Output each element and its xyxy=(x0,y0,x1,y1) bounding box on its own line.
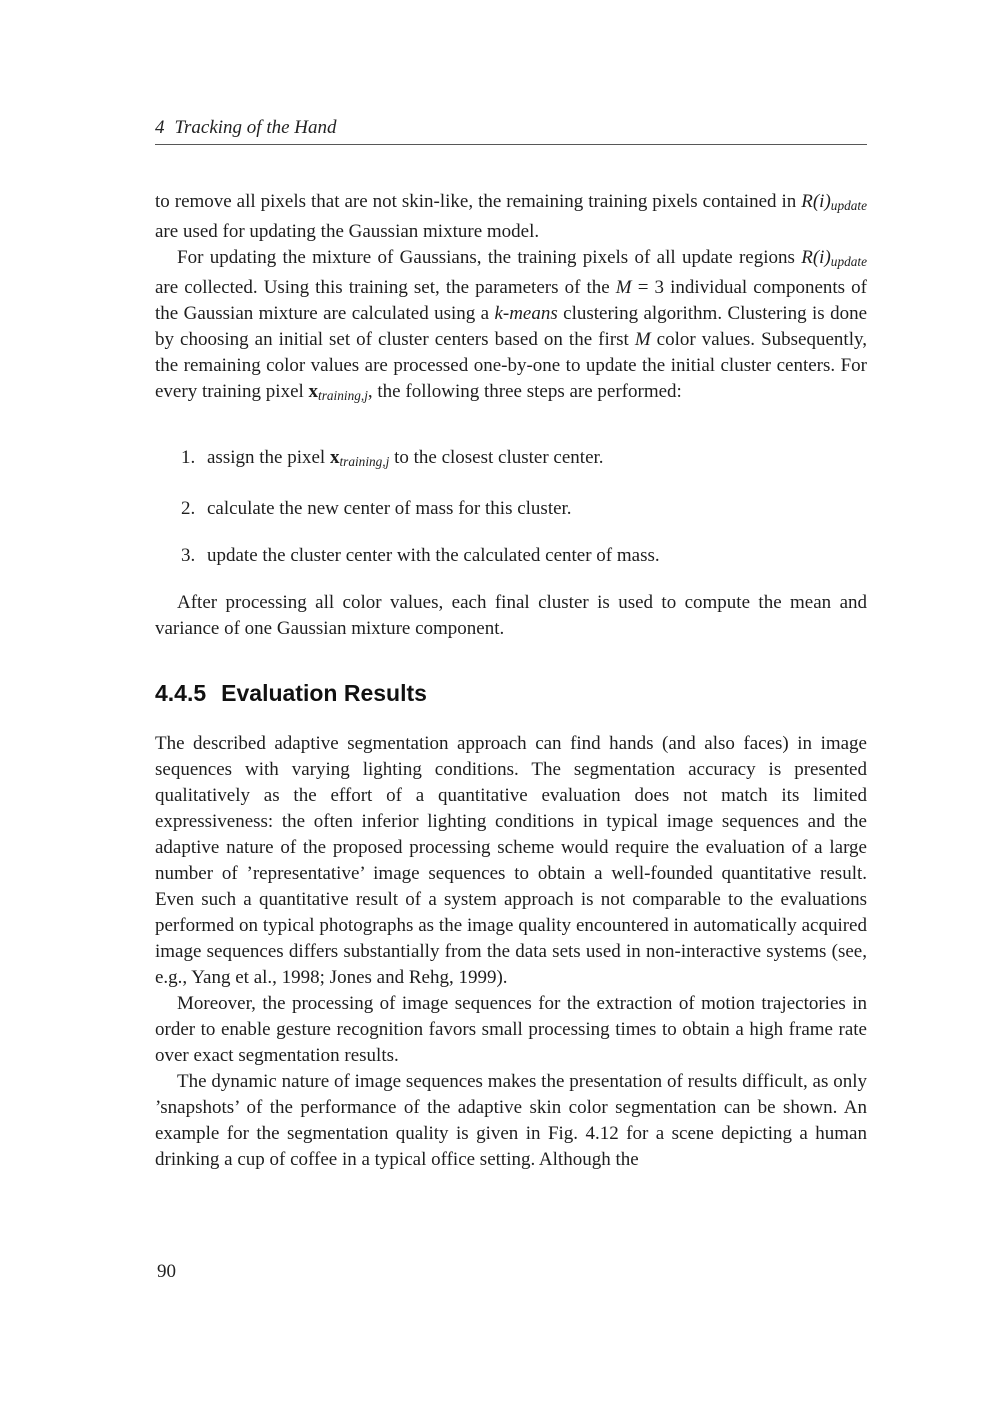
text-column xyxy=(155,0,867,1173)
math-bold-vector: x xyxy=(308,380,319,402)
list-item-text xyxy=(207,445,867,475)
text-run: After processing all color values, each final cluster is used to compute the mean and variance of one Gaussian mixture component. xyxy=(155,591,867,639)
header-rule xyxy=(155,144,867,145)
list-item xyxy=(155,496,867,522)
math-subscript: update xyxy=(830,197,867,213)
section-number: 4.4.5 xyxy=(155,679,207,706)
numbered-list xyxy=(155,445,867,569)
paragraph-dynamic-nature xyxy=(155,1069,867,1173)
text-run: are collected. Using this training set, the parameters of the xyxy=(155,276,616,298)
text-run: update the cluster center with the calculated center of mass. xyxy=(207,544,660,566)
text-run: assign the pixel xyxy=(207,446,330,468)
math-bold-vector: x xyxy=(329,446,340,468)
section-heading xyxy=(155,680,867,707)
list-item xyxy=(155,445,867,475)
math-italic: M xyxy=(634,328,651,350)
math-italic: R(i) xyxy=(801,191,831,212)
text-run: to the closest cluster center. xyxy=(389,446,604,468)
chapter-title: Tracking of the Hand xyxy=(174,117,337,138)
list-item-number: 2. xyxy=(181,497,196,519)
math-subscript: training,j xyxy=(339,453,390,469)
paragraph-evaluation-intro xyxy=(155,731,867,991)
text-run: = 3 individual components of the Gaussian mixture are calculated using a xyxy=(155,276,867,324)
running-header xyxy=(155,116,867,139)
text-run: The described adaptive segmentation approach can find hands (and also faces) in image sequences with varying lighting conditions. The segmentation accuracy is presented qualitatively as the effort of a quantitative evaluation does not match its limited expressiveness: the often inferior lighting conditions in typical image sequences and the adaptive nature of the proposed processing scheme would require the evaluation of a large number of ’representative’ image sequences to obtain a well-founded quantitative result. Even such a quantitative result of a system approach is not comparable to the evaluations performed on typical photographs as the image quality encountered in automatically acquired image sequences differs substantially from the data sets used in non-interactive systems (see, e.g., Yang et al., 1998; Jones and Rehg, 1999). xyxy=(155,732,867,988)
paragraph-after-processing xyxy=(155,590,867,642)
list-item-number: 1. xyxy=(181,446,196,468)
paragraph-updating-mixture xyxy=(155,245,867,409)
math-italic: R(i) xyxy=(801,246,831,268)
text-run: clustering algorithm. Clustering is done by choosing an initial set of cluster centers based on the first xyxy=(155,302,867,350)
text-run: , the following three steps are performed: xyxy=(367,380,682,402)
math-italic: M xyxy=(615,276,632,298)
list-item-text xyxy=(207,543,867,569)
math-subscript: update xyxy=(830,253,867,269)
paragraph-moreover xyxy=(155,991,867,1069)
paragraph-continuation xyxy=(155,189,867,245)
list-item-text xyxy=(207,496,867,522)
list-item-number: 3. xyxy=(181,544,196,566)
text-run: The dynamic nature of image sequences makes the presentation of results difficult, as only ’snapshots’ of the performance of the adaptive skin color segmentation can be shown. An example for the segmentation quality is given in Fig. 4.12 for a scene depicting a human drinking a cup of coffee in a typical office setting. Although the xyxy=(155,1070,867,1170)
text-run: to remove all pixels that are not skin-like, the remaining training pixels contained in xyxy=(155,191,802,212)
text-run: calculate the new center of mass for this cluster. xyxy=(207,497,572,519)
text-run: color values. Subsequently, the remaining color values are processed one-by-one to update the initial cluster centers. For every training pixel xyxy=(155,328,867,402)
section-title: Evaluation Results xyxy=(221,679,427,706)
page-number: 90 xyxy=(157,1261,176,1282)
math-italic: k-means xyxy=(494,302,558,324)
text-run: Moreover, the processing of image sequences for the extraction of motion trajectories in order to enable gesture recognition favors small processing times to obtain a high frame rate over exact segmentation results. xyxy=(155,992,867,1066)
text-run: are used for updating the Gaussian mixture model. xyxy=(155,220,540,242)
chapter-number: 4 xyxy=(155,117,165,138)
text-run: For updating the mixture of Gaussians, the training pixels of all update regions xyxy=(177,246,802,268)
list-item xyxy=(155,543,867,569)
math-subscript: training,j xyxy=(318,387,368,403)
